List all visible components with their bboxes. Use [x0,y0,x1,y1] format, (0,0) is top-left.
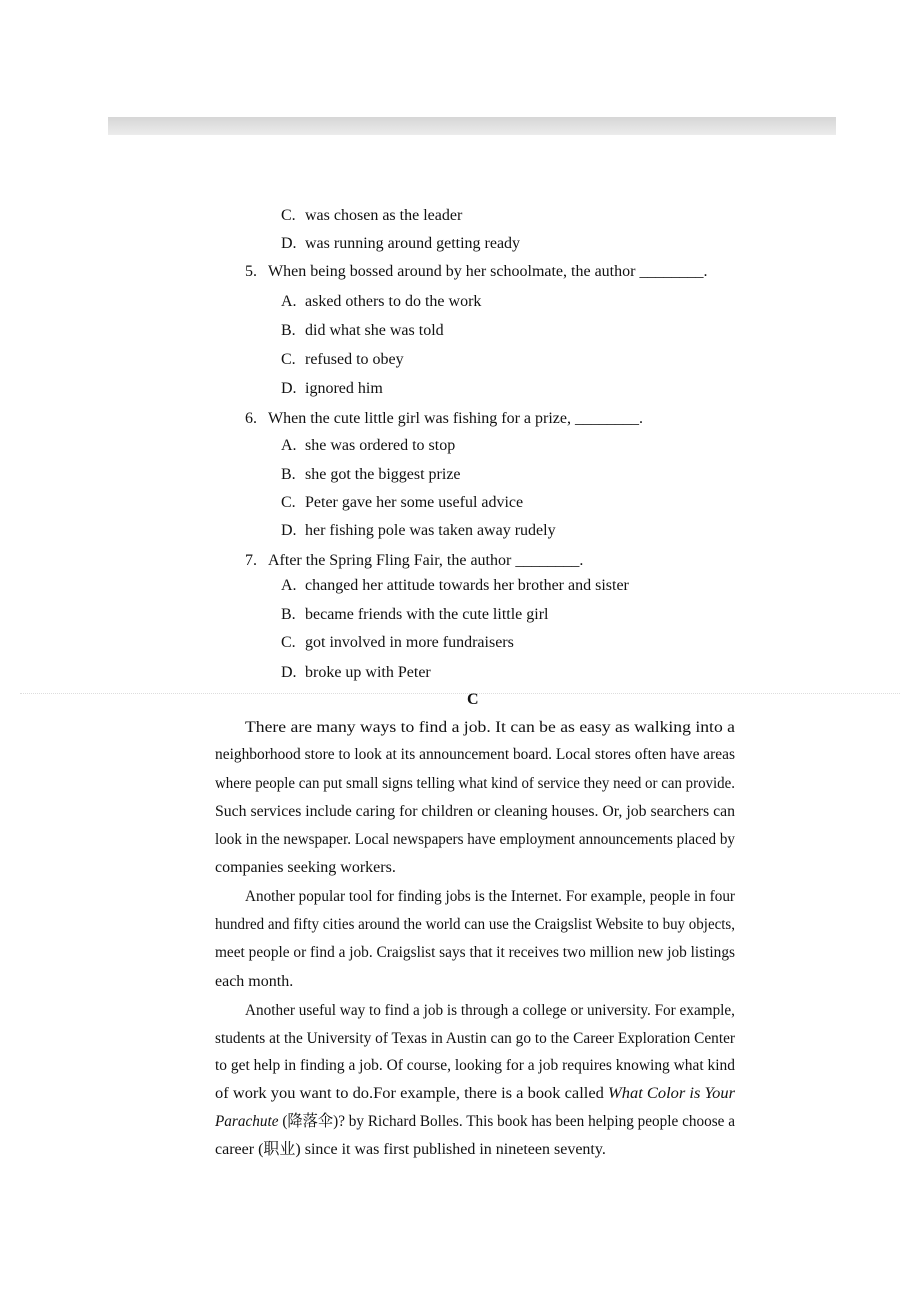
passage-text: hundred and fifty cities around the world can use the Craigslist Website to buy objects, [215,916,735,933]
option-text: Peter gave her some useful advice [305,494,524,511]
question-stem [245,262,707,282]
option-letter: C. [281,207,296,224]
option-text: got involved in more fundraisers [305,634,514,651]
option-text: she got the biggest prize [305,466,461,483]
section-heading [467,690,479,710]
passage-text: Another useful way to find a job is through a college or university. For example, [245,1002,735,1019]
section-letter: C [467,691,479,708]
scan-header-band [108,117,836,135]
option-text: refused to obey [305,351,404,368]
question-number: 5. [245,263,257,280]
passage-text: students at the University of Texas in Austin can go to the Career Exploration Center [215,1030,735,1047]
option-text: was chosen as the leader [305,207,463,224]
passage-line [215,915,735,935]
passage-text: look in the newspaper. Local newspapers have employment announcements placed by [215,831,735,848]
passage-line [215,1029,735,1049]
passage-line [215,802,735,822]
passage-line [215,774,735,794]
passage-text: Parachute (降落伞)? by Richard Bolles. This book has been helping people choose a [215,1113,735,1130]
answer-option [281,663,431,683]
passage-text: Another popular tool for finding jobs is the Internet. For example, people in four [245,888,735,905]
answer-option [281,292,481,312]
passage-line [215,1056,735,1076]
option-text: did what she was told [305,322,444,339]
passage-line [245,1001,735,1021]
option-text: ignored him [305,380,383,397]
option-letter: D. [281,380,297,397]
passage-line [215,830,735,850]
option-letter: D. [281,664,297,681]
option-text: broke up with Peter [305,664,431,681]
passage-line [245,887,735,907]
question-text: After the Spring Fling Fair, the author ________. [268,552,584,569]
question-number: 7. [245,552,257,569]
option-text: changed her attitude towards her brother and sister [305,577,629,594]
passage-line [215,1084,735,1104]
passage-text: meet people or find a job. Craigslist says that it receives two million new job listings [215,944,735,961]
answer-option [281,350,404,370]
option-text: became friends with the cute little girl [305,606,549,623]
passage-text: career (职业) since it was first published in nineteen seventy. [215,1141,606,1158]
answer-option [281,605,548,625]
answer-option [281,436,455,456]
passage-line [215,943,735,963]
answer-option [281,465,461,485]
option-letter: D. [281,522,297,539]
passage-text: each month. [215,973,294,990]
answer-option [281,493,523,513]
option-text: she was ordered to stop [305,437,456,454]
question-number: 6. [245,410,257,427]
passage-text: neighborhood store to look at its announcement board. Local stores often have areas [215,746,735,763]
passage-line [215,972,735,992]
passage-text: There are many ways to find a job. It can be as easy as walking into a [245,719,735,736]
option-text: her fishing pole was taken away rudely [305,522,556,539]
passage-text: where people can put small signs telling what kind of service they need or can provide. [215,775,735,792]
passage-line [245,718,735,738]
answer-option [281,234,520,254]
question-stem [245,551,583,571]
passage-line [215,745,735,765]
option-letter: C. [281,351,296,368]
answer-option [281,206,462,226]
question-text: When the cute little girl was fishing for a prize, ________. [268,410,644,427]
option-letter: B. [281,322,296,339]
option-letter: C. [281,634,296,651]
passage-text: Such services include caring for children or cleaning houses. Or, job searchers can [215,803,735,820]
answer-option [281,321,444,341]
option-letter: B. [281,466,296,483]
question-stem [245,409,643,429]
answer-option [281,521,556,541]
passage-line [215,858,735,878]
passage-text: of work you want to do.For example, there is a book called What Color is Your [215,1085,735,1102]
answer-option [281,633,514,653]
option-text: asked others to do the work [305,293,482,310]
option-letter: A. [281,577,297,594]
passage-text: to get help in finding a job. Of course, looking for a job requires knowing what kind [215,1057,735,1074]
option-letter: B. [281,606,296,623]
question-text: When being bossed around by her schoolmate, the author ________. [268,263,708,280]
option-text: was running around getting ready [305,235,521,252]
page-fold-line [20,693,900,694]
passage-text: companies seeking workers. [215,859,396,876]
answer-option [281,379,383,399]
passage-line [215,1112,735,1132]
option-letter: C. [281,494,296,511]
option-letter: A. [281,293,297,310]
option-letter: A. [281,437,297,454]
option-letter: D. [281,235,297,252]
passage-line [215,1140,735,1160]
answer-option [281,576,629,596]
